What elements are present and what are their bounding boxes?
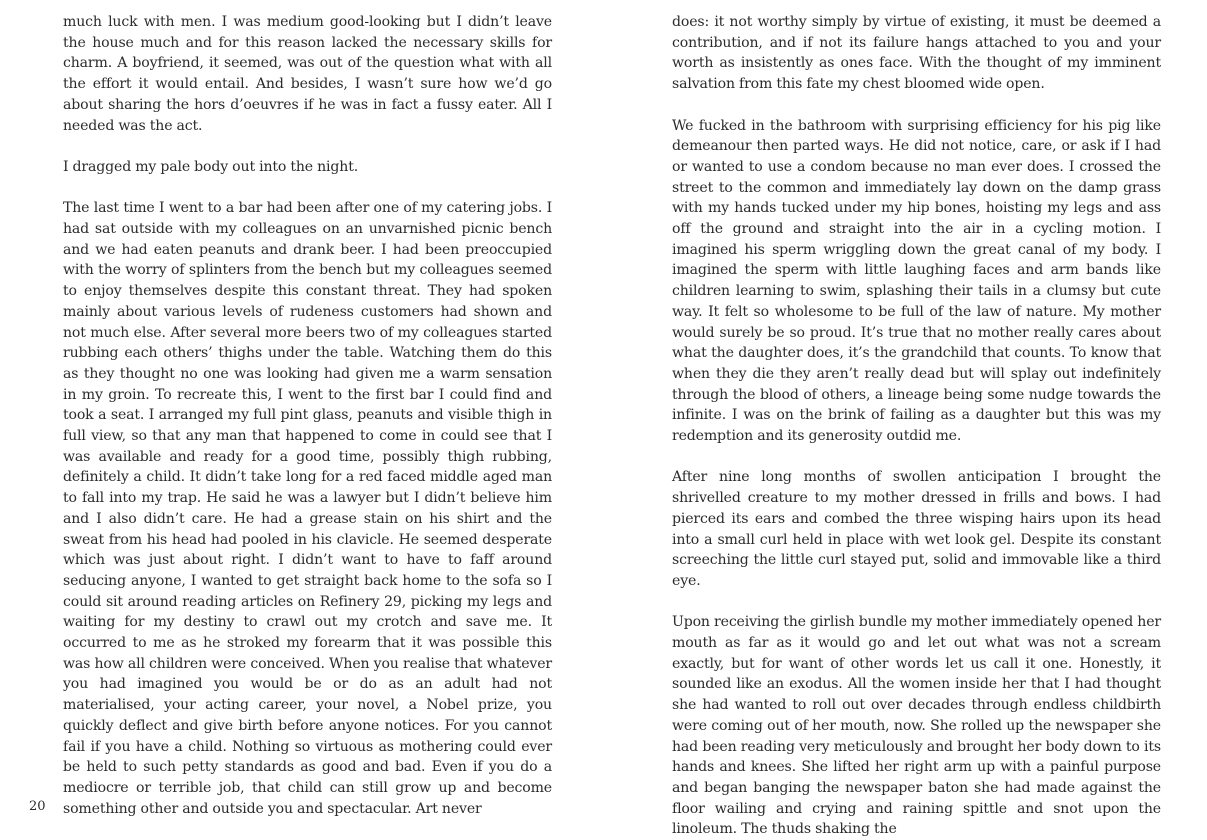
left-paragraph-3: The last time I went to a bar had been after one of my catering jobs. I had sat outside with my colleagues on an unvarnished picnic bench and we had eaten peanuts and drank beer. I had been preoccupied with the worry of splinters from the bench but my colleagues seemed to enjoy themselves despite this constant threat. They had spoken mainly about various levels of rudeness customers had shown and not much else. After several more beers two of my colleagues started rubbing each others’ thighs under the table. Watching them do this as they thought no one was looking had given me a warm sensation in my groin. To recreate this, I went to the first bar I could find and took a seat. I arranged my full pint glass, peanuts and visible thigh in full view, so that any man that happened to come in could see that I was available and ready for a good time, possibly thigh rubbing, definitely a child. It didn’t take long for a red faced middle aged man to fall into my trap. He said he was a lawyer but I didn’t believe him and I also didn’t care. He had a grease stain on his shirt and the sweat from his head had pooled in his clavicle. He seemed desperate which was just about right. I didn’t want to have to faff around seducing anyone, I wanted to get straight back home to the sofa so I could sit around reading articles on Refinery 29, picking my legs and waiting for my destiny to crawl out my crotch and save me. It occurred to me as he stroked my forearm that it was possible this was how all children were conceived. When you realise that whatever you had imagined you would be or do as an adult had not materialised, your acting career, your novel, a Nobel prize, you quickly deflect and give birth before anyone notices. For you cannot fail if you have a child. Nothing so virtuous as mothering could ever be held to such petty standards as good and bad. Even if you do a mediocre or terrible job, that child can still grow up and become something other and outside you and spectacular. Art never <box>63 200 552 817</box>
right-page <box>672 12 1161 840</box>
left-paragraph-1: much luck with men. I was medium good-looking but I didn’t leave the house much and for this reason lacked the necessary skills for charm. A boyfriend, it seemed, was out of the question what with all the effort it would entail. And besides, I wasn’t sure how we’d go about sharing the hors d’oeuvres if he was in fact a fussy eater. All I needed was the act. <box>63 14 552 134</box>
left-page <box>63 12 552 819</box>
right-paragraph-1: does: it not worthy simply by virtue of existing, it must be deemed a contribution, and if not its failure hangs attached to you and your worth as insistently as ones face. With the thought of my imminent salvation from this fate my chest bloomed wide open. <box>672 14 1161 93</box>
left-paragraph-2: I dragged my pale body out into the night. <box>63 158 359 175</box>
right-paragraph-3: After nine long months of swollen anticipation I brought the shrivelled creature to my mother dressed in frills and bows. I had pierced its ears and combed the three wisping hairs upon its head into a small curl held in place with wet look gel. Despite its constant screeching the little curl stayed put, solid and immovable like a third eye. <box>672 469 1161 589</box>
right-paragraph-4: Upon receiving the girlish bundle my mother immediately opened her mouth as far as it would go and let out what was not a scream exactly, but for want of other words let us call it one. Honestly, it sounded like an exodus. All the women inside her that I had thought she had wanted to roll out over decades through endless childbirth were coming out of her mouth, now. She rolled up the newspaper she had been reading very meticulously and brought her body down to its hands and knees. She lifted her right arm up with a painful purpose and began banging the newspaper baton she had made against the floor wailing and crying and raining spittle and snot upon the linoleum. The thuds shaking the <box>672 614 1161 838</box>
right-paragraph-2: We fucked in the bathroom with surprising efficiency for his pig like demeanour then parted ways. He did not notice, care, or ask if I had or wanted to use a condom because no man ever does. I crossed the street to the common and immediately lay down on the damp grass with my hands tucked under my hip bones, hoisting my legs and ass off the ground and straight into the air in a cycling motion. I imagined his sperm wriggling down the great canal of my body. I imagined the sperm with little laughing faces and arm bands like children learning to swim, splashing their tails in a clumsy but cute way. It felt so wholesome to be full of the law of nature. My mother would surely be so proud. It’s true that no mother really cares about what the daughter does, it’s the grandchild that counts. To know that when they die they aren’t really dead but will splay out indefinitely through the blood of others, a lineage being some nudge towards the infinite. I was on the brink of failing as a daughter but this was my redemption and its generosity outdid me. <box>672 117 1161 445</box>
page-number: 20 <box>29 799 46 814</box>
